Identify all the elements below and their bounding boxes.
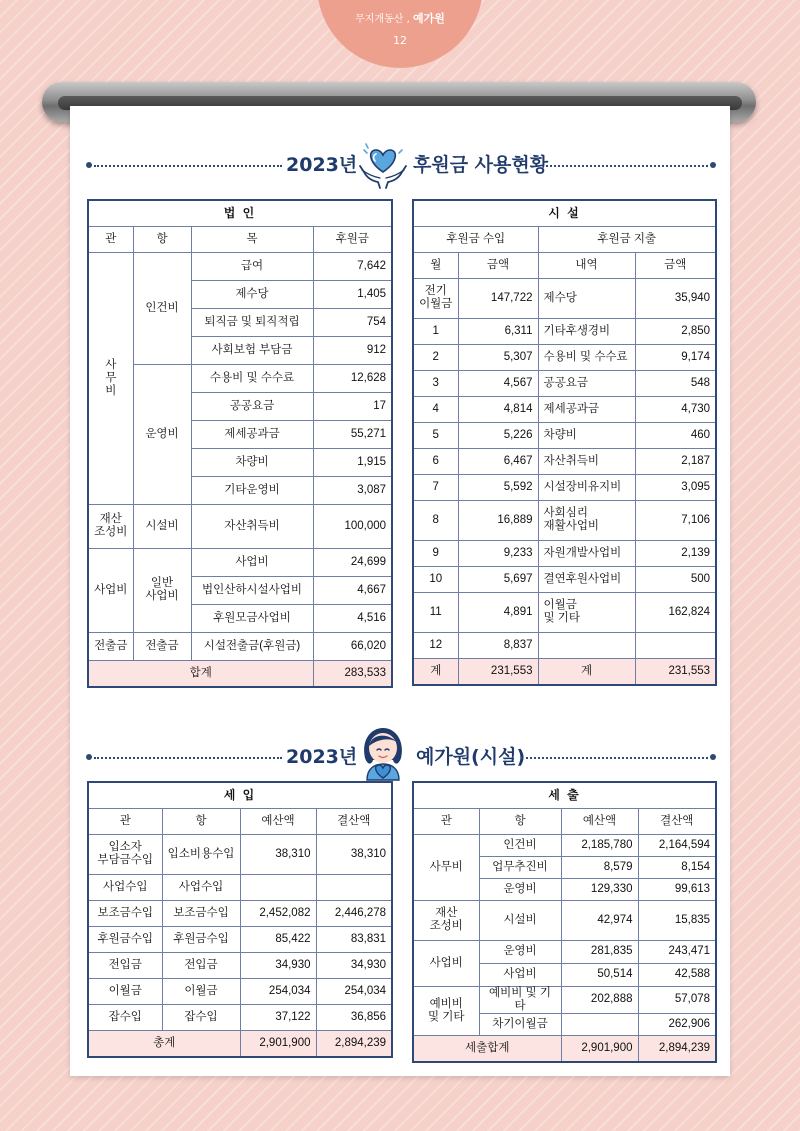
total-settle: 2,894,239: [638, 1035, 716, 1062]
item-cell: 자원개발사업비: [538, 540, 635, 566]
expense-cell: 4,730: [635, 396, 716, 422]
month-cell: 11: [413, 592, 458, 632]
mok-cell: 시설전출금(후원금): [191, 632, 313, 660]
hang-cell: 시설비: [479, 900, 561, 940]
income-cell: 5,697: [458, 566, 538, 592]
hang-cell: 인건비: [479, 834, 561, 856]
budget-cell: 129,330: [561, 878, 638, 900]
mok-cell: 급여: [191, 252, 313, 280]
settle-cell: 57,078: [638, 986, 716, 1013]
gwan-cell: 재산 조성비: [88, 504, 133, 548]
month-cell: 9: [413, 540, 458, 566]
facility-table-title: 시 설: [413, 200, 716, 226]
income-cell: 5,226: [458, 422, 538, 448]
settle-cell: 34,930: [316, 952, 392, 978]
header-org: [317, 10, 483, 26]
col-header: 목: [191, 226, 313, 252]
budget-cell: 281,835: [561, 940, 638, 963]
amount-cell: 66,020: [313, 632, 392, 660]
income-cell: 9,233: [458, 540, 538, 566]
heart-hands-icon: [356, 142, 410, 190]
hang-cell: 전출금: [133, 632, 191, 660]
expense-cell: 162,824: [635, 592, 716, 632]
mok-cell: 후원모금사업비: [191, 604, 313, 632]
col-header: 예산액: [240, 808, 316, 834]
settle-cell: 36,856: [316, 1004, 392, 1030]
facility-donation-table: [412, 199, 717, 686]
mok-cell: 퇴직금 및 퇴직적립: [191, 308, 313, 336]
hang-cell: 후원금수입: [162, 926, 240, 952]
income-header: 후원금 수입: [413, 226, 538, 252]
settle-cell: 254,034: [316, 978, 392, 1004]
amount-cell: 17: [313, 392, 392, 420]
col-header: 예산액: [561, 808, 638, 834]
col-header: 항: [162, 808, 240, 834]
section1-year: 2023년: [286, 154, 358, 176]
income-cell: 6,311: [458, 318, 538, 344]
header-org-name: 예가원: [412, 12, 445, 25]
revenue-table: [87, 781, 393, 1058]
col-header: 결산액: [316, 808, 392, 834]
expense-cell: 3,095: [635, 474, 716, 500]
month-cell: 8: [413, 500, 458, 540]
total-label: 세출합계: [413, 1035, 561, 1062]
col-header: 금액: [635, 252, 716, 278]
budget-cell: 2,185,780: [561, 834, 638, 856]
item-cell: 제수당: [538, 278, 635, 318]
amount-cell: 12,628: [313, 364, 392, 392]
mok-cell: 차량비: [191, 448, 313, 476]
expense-header: 후원금 지출: [538, 226, 716, 252]
budget-cell: 254,034: [240, 978, 316, 1004]
title-rule-left: [94, 165, 282, 167]
title-rule-right: [521, 757, 708, 759]
hang-cell: 잡수입: [162, 1004, 240, 1030]
mok-cell: 제세공과금: [191, 420, 313, 448]
hang-cell: 인건비: [133, 252, 191, 364]
item-cell: 차량비: [538, 422, 635, 448]
mok-cell: 자산취득비: [191, 504, 313, 548]
hang-cell: 일반 사업비: [133, 548, 191, 632]
col-header: 후원금: [313, 226, 392, 252]
item-cell: [538, 632, 635, 658]
budget-cell: 42,974: [561, 900, 638, 940]
expense-cell: 2,139: [635, 540, 716, 566]
amount-cell: 4,516: [313, 604, 392, 632]
title-dot: [86, 754, 92, 760]
budget-cell: 37,122: [240, 1004, 316, 1030]
settle-cell: 8,154: [638, 856, 716, 878]
total-budget: 2,901,900: [561, 1035, 638, 1062]
amount-cell: 24,699: [313, 548, 392, 576]
total-settle: 2,894,239: [316, 1030, 392, 1057]
settle-cell: 262,906: [638, 1013, 716, 1035]
expense-table-title: 세 출: [413, 782, 716, 808]
col-header: 결산액: [638, 808, 716, 834]
gwan-cell: 전입금: [88, 952, 162, 978]
expense-cell: 2,850: [635, 318, 716, 344]
amount-cell: 1,405: [313, 280, 392, 308]
expense-cell: 500: [635, 566, 716, 592]
month-cell: 6: [413, 448, 458, 474]
settle-cell: 243,471: [638, 940, 716, 963]
mok-cell: 사업비: [191, 548, 313, 576]
gwan-cell: 사업비: [413, 940, 479, 986]
item-cell: 자산취득비: [538, 448, 635, 474]
amount-cell: 3,087: [313, 476, 392, 504]
settle-cell: 83,831: [316, 926, 392, 952]
income-cell: 8,837: [458, 632, 538, 658]
month-cell: 12: [413, 632, 458, 658]
col-header: 관: [413, 808, 479, 834]
month-cell: 1: [413, 318, 458, 344]
income-cell: 4,567: [458, 370, 538, 396]
hang-cell: 전입금: [162, 952, 240, 978]
amount-cell: 754: [313, 308, 392, 336]
item-cell: 사회심리 재활사업비: [538, 500, 635, 540]
gwan-cell: 예비비 및 기타: [413, 986, 479, 1035]
revenue-table-title: 세 입: [88, 782, 392, 808]
expense-cell: 548: [635, 370, 716, 396]
hang-cell: 운영비: [133, 364, 191, 504]
budget-cell: 8,579: [561, 856, 638, 878]
gwan-cell: 재산 조성비: [413, 900, 479, 940]
item-cell: 수용비 및 수수료: [538, 344, 635, 370]
gwan-cell: 이월금: [88, 978, 162, 1004]
total-amount: 283,533: [313, 660, 392, 687]
settle-cell: 38,310: [316, 834, 392, 874]
month-cell: 10: [413, 566, 458, 592]
item-cell: 제세공과금: [538, 396, 635, 422]
total-expense: 231,553: [635, 658, 716, 685]
col-header: 월: [413, 252, 458, 278]
settle-cell: 99,613: [638, 878, 716, 900]
amount-cell: 1,915: [313, 448, 392, 476]
settle-cell: 42,588: [638, 963, 716, 986]
title-dot: [710, 754, 716, 760]
budget-cell: 38,310: [240, 834, 316, 874]
col-header: 내역: [538, 252, 635, 278]
col-header: 관: [88, 808, 162, 834]
mok-cell: 사회보험 부담금: [191, 336, 313, 364]
corp-table-title: 법 인: [88, 200, 392, 226]
month-cell: 전기 이월금: [413, 278, 458, 318]
mok-cell: 공공요금: [191, 392, 313, 420]
hang-cell: 이월금: [162, 978, 240, 1004]
gwan-cell: 잡수입: [88, 1004, 162, 1030]
month-cell: 7: [413, 474, 458, 500]
hang-cell: 예비비 및 기타: [479, 986, 561, 1013]
gwan-cell: 보조금수입: [88, 900, 162, 926]
section2-title: [86, 738, 716, 778]
amount-cell: 7,642: [313, 252, 392, 280]
budget-cell: [561, 1013, 638, 1035]
expense-cell: 7,106: [635, 500, 716, 540]
total-income: 231,553: [458, 658, 538, 685]
title-rule-left: [94, 757, 282, 759]
header-org-small: 무지개동산 ,: [355, 14, 410, 25]
mok-cell: 법인산하시설사업비: [191, 576, 313, 604]
expense-table: [412, 781, 717, 1063]
section1-heading: 후원금 사용현황: [413, 154, 549, 176]
amount-cell: 912: [313, 336, 392, 364]
budget-cell: 34,930: [240, 952, 316, 978]
income-cell: 5,307: [458, 344, 538, 370]
title-dot: [710, 162, 716, 168]
total-budget: 2,901,900: [240, 1030, 316, 1057]
hang-cell: 시설비: [133, 504, 191, 548]
month-cell: 5: [413, 422, 458, 448]
item-cell: 시설장비유지비: [538, 474, 635, 500]
expense-cell: 9,174: [635, 344, 716, 370]
total-label: 계: [413, 658, 458, 685]
gwan-cell: 후원금수입: [88, 926, 162, 952]
hang-cell: 차기이월금: [479, 1013, 561, 1035]
amount-cell: 4,667: [313, 576, 392, 604]
income-cell: 147,722: [458, 278, 538, 318]
budget-cell: 202,888: [561, 986, 638, 1013]
hang-cell: 운영비: [479, 940, 561, 963]
budget-cell: 2,452,082: [240, 900, 316, 926]
section2-year: 2023년: [286, 746, 358, 768]
income-cell: 4,814: [458, 396, 538, 422]
total-label: 계: [538, 658, 635, 685]
col-header: 관: [88, 226, 133, 252]
girl-with-heart-icon: [357, 724, 409, 782]
budget-cell: 50,514: [561, 963, 638, 986]
title-dot: [86, 162, 92, 168]
col-header: 항: [479, 808, 561, 834]
settle-cell: [316, 874, 392, 900]
mok-cell: 수용비 및 수수료: [191, 364, 313, 392]
expense-cell: 35,940: [635, 278, 716, 318]
expense-cell: [635, 632, 716, 658]
section2-heading: 예가원(시설): [416, 746, 526, 768]
gwan-cell: 사 무 비: [88, 252, 133, 504]
settle-cell: 15,835: [638, 900, 716, 940]
amount-cell: 100,000: [313, 504, 392, 548]
amount-cell: 55,271: [313, 420, 392, 448]
gwan-cell: 전출금: [88, 632, 133, 660]
col-header: 항: [133, 226, 191, 252]
gwan-cell: 사업비: [88, 548, 133, 632]
corp-donation-table: [87, 199, 393, 688]
budget-cell: 85,422: [240, 926, 316, 952]
expense-cell: 2,187: [635, 448, 716, 474]
income-cell: 4,891: [458, 592, 538, 632]
budget-cell: [240, 874, 316, 900]
hang-cell: 사업비: [479, 963, 561, 986]
page-number: 12: [393, 34, 407, 47]
gwan-cell: 사무비: [413, 834, 479, 900]
gwan-cell: 사업수입: [88, 874, 162, 900]
hang-cell: 보조금수입: [162, 900, 240, 926]
settle-cell: 2,164,594: [638, 834, 716, 856]
income-cell: 16,889: [458, 500, 538, 540]
gwan-cell: 입소자 부담금수입: [88, 834, 162, 874]
total-label: 합계: [88, 660, 313, 687]
col-header: 금액: [458, 252, 538, 278]
header-badge: [317, 0, 483, 68]
month-cell: 4: [413, 396, 458, 422]
month-cell: 3: [413, 370, 458, 396]
hang-cell: 업무추진비: [479, 856, 561, 878]
item-cell: 이월금 및 기타: [538, 592, 635, 632]
title-rule-right: [546, 165, 708, 167]
section1-title: [86, 146, 716, 186]
total-label: 총계: [88, 1030, 240, 1057]
item-cell: 결연후원사업비: [538, 566, 635, 592]
hang-cell: 입소비용수입: [162, 834, 240, 874]
income-cell: 5,592: [458, 474, 538, 500]
income-cell: 6,467: [458, 448, 538, 474]
mok-cell: 기타운영비: [191, 476, 313, 504]
expense-cell: 460: [635, 422, 716, 448]
mok-cell: 제수당: [191, 280, 313, 308]
item-cell: 기타후생경비: [538, 318, 635, 344]
hang-cell: 운영비: [479, 878, 561, 900]
settle-cell: 2,446,278: [316, 900, 392, 926]
item-cell: 공공요금: [538, 370, 635, 396]
month-cell: 2: [413, 344, 458, 370]
hang-cell: 사업수입: [162, 874, 240, 900]
